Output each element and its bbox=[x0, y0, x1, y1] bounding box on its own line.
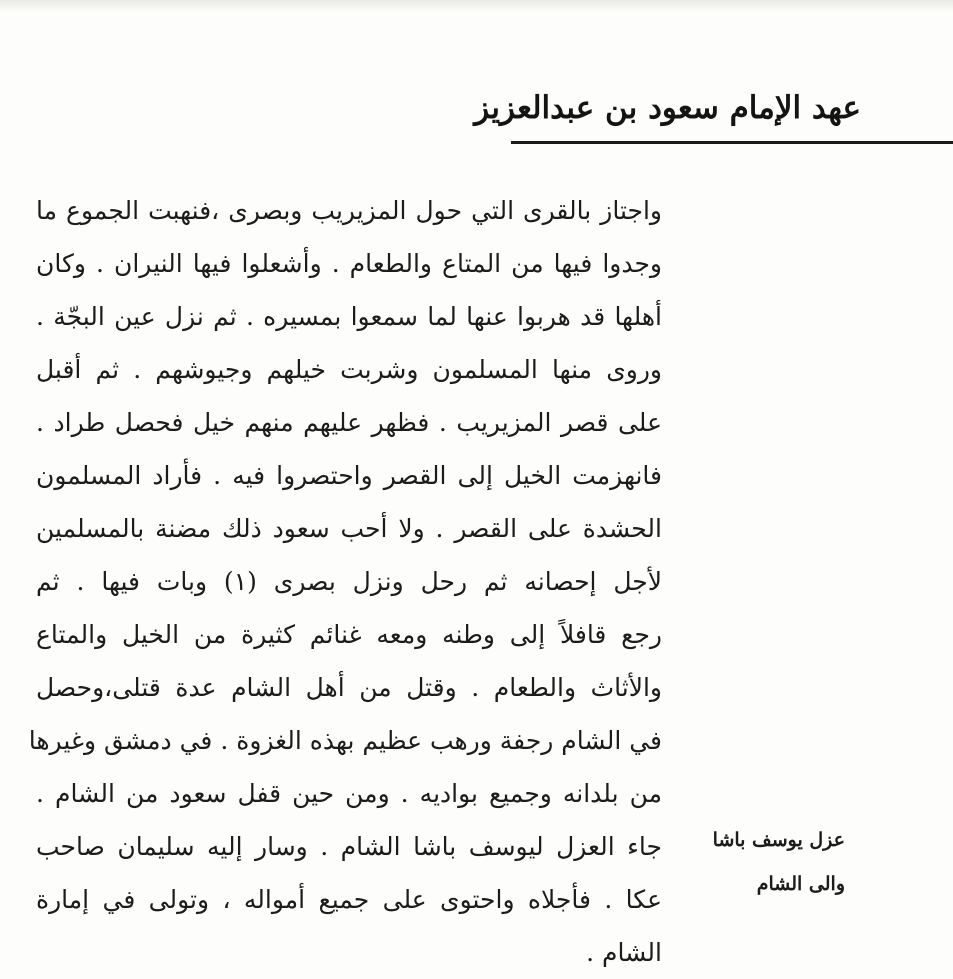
text-line: وروى منها المسلمون وشربت خيلهم وجيوشهم . ثم أقبل bbox=[36, 355, 662, 384]
text-line: في الشام رجفة ورهب عظيم بهذه الغزوة . في دمشق وغيرها bbox=[28, 726, 662, 755]
page-header-title: عهد الإمام سعود بن عبدالعزيز bbox=[474, 90, 861, 126]
header-rule bbox=[511, 141, 953, 144]
text-line: الحشدة على القصر . ولا أحب سعود ذلك مضنة بالمسلمين bbox=[36, 514, 662, 543]
text-line: أهلها قد هربوا عنها لما سمعوا بمسيره . ثم نزل عين البجّة . bbox=[36, 302, 662, 331]
text-line: فانهزمت الخيل إلى القصر واحتصروا فيه . فأراد المسلمون bbox=[36, 461, 662, 490]
text-line: الشام . bbox=[586, 938, 662, 967]
body-text bbox=[28, 184, 663, 979]
text-line: على قصر المزيريب . فظهر عليهم منهم خيل فحصل طراد . bbox=[36, 408, 662, 437]
text-line: رجع قافلاً إلى وطنه ومعه غنائم كثيرة من الخيل والمتاع bbox=[36, 620, 662, 649]
text-line: جاء العزل ليوسف باشا الشام . وسار إليه سليمان صاحب bbox=[36, 832, 662, 861]
page-top-edge bbox=[0, 0, 953, 12]
text-line: واجتاز بالقرى التي حول المزيريب وبصرى ،فنهبت الجموع ما bbox=[36, 196, 662, 225]
text-line: وجدوا فيها من المتاع والطعام . وأشعلوا فيها النيران . وكان bbox=[36, 249, 662, 278]
text-line: عكا . فأجلاه واحتوى على جميع أمواله ، وتولى في إمارة bbox=[36, 885, 662, 914]
margin-note bbox=[712, 818, 845, 906]
text-line: من بلدانه وجميع بواديه . ومن حين قفل سعود من الشام . bbox=[36, 779, 662, 808]
text-line: لأجل إحصانه ثم رحل ونزل بصرى (١) وبات فيها . ثم bbox=[36, 567, 663, 596]
text-line: والأثاث والطعام . وقتل من أهل الشام عدة قتلى،وحصل bbox=[36, 673, 662, 702]
margin-note-line: عزل يوسف باشا bbox=[712, 829, 845, 851]
margin-note-line: والى الشام bbox=[756, 873, 845, 895]
